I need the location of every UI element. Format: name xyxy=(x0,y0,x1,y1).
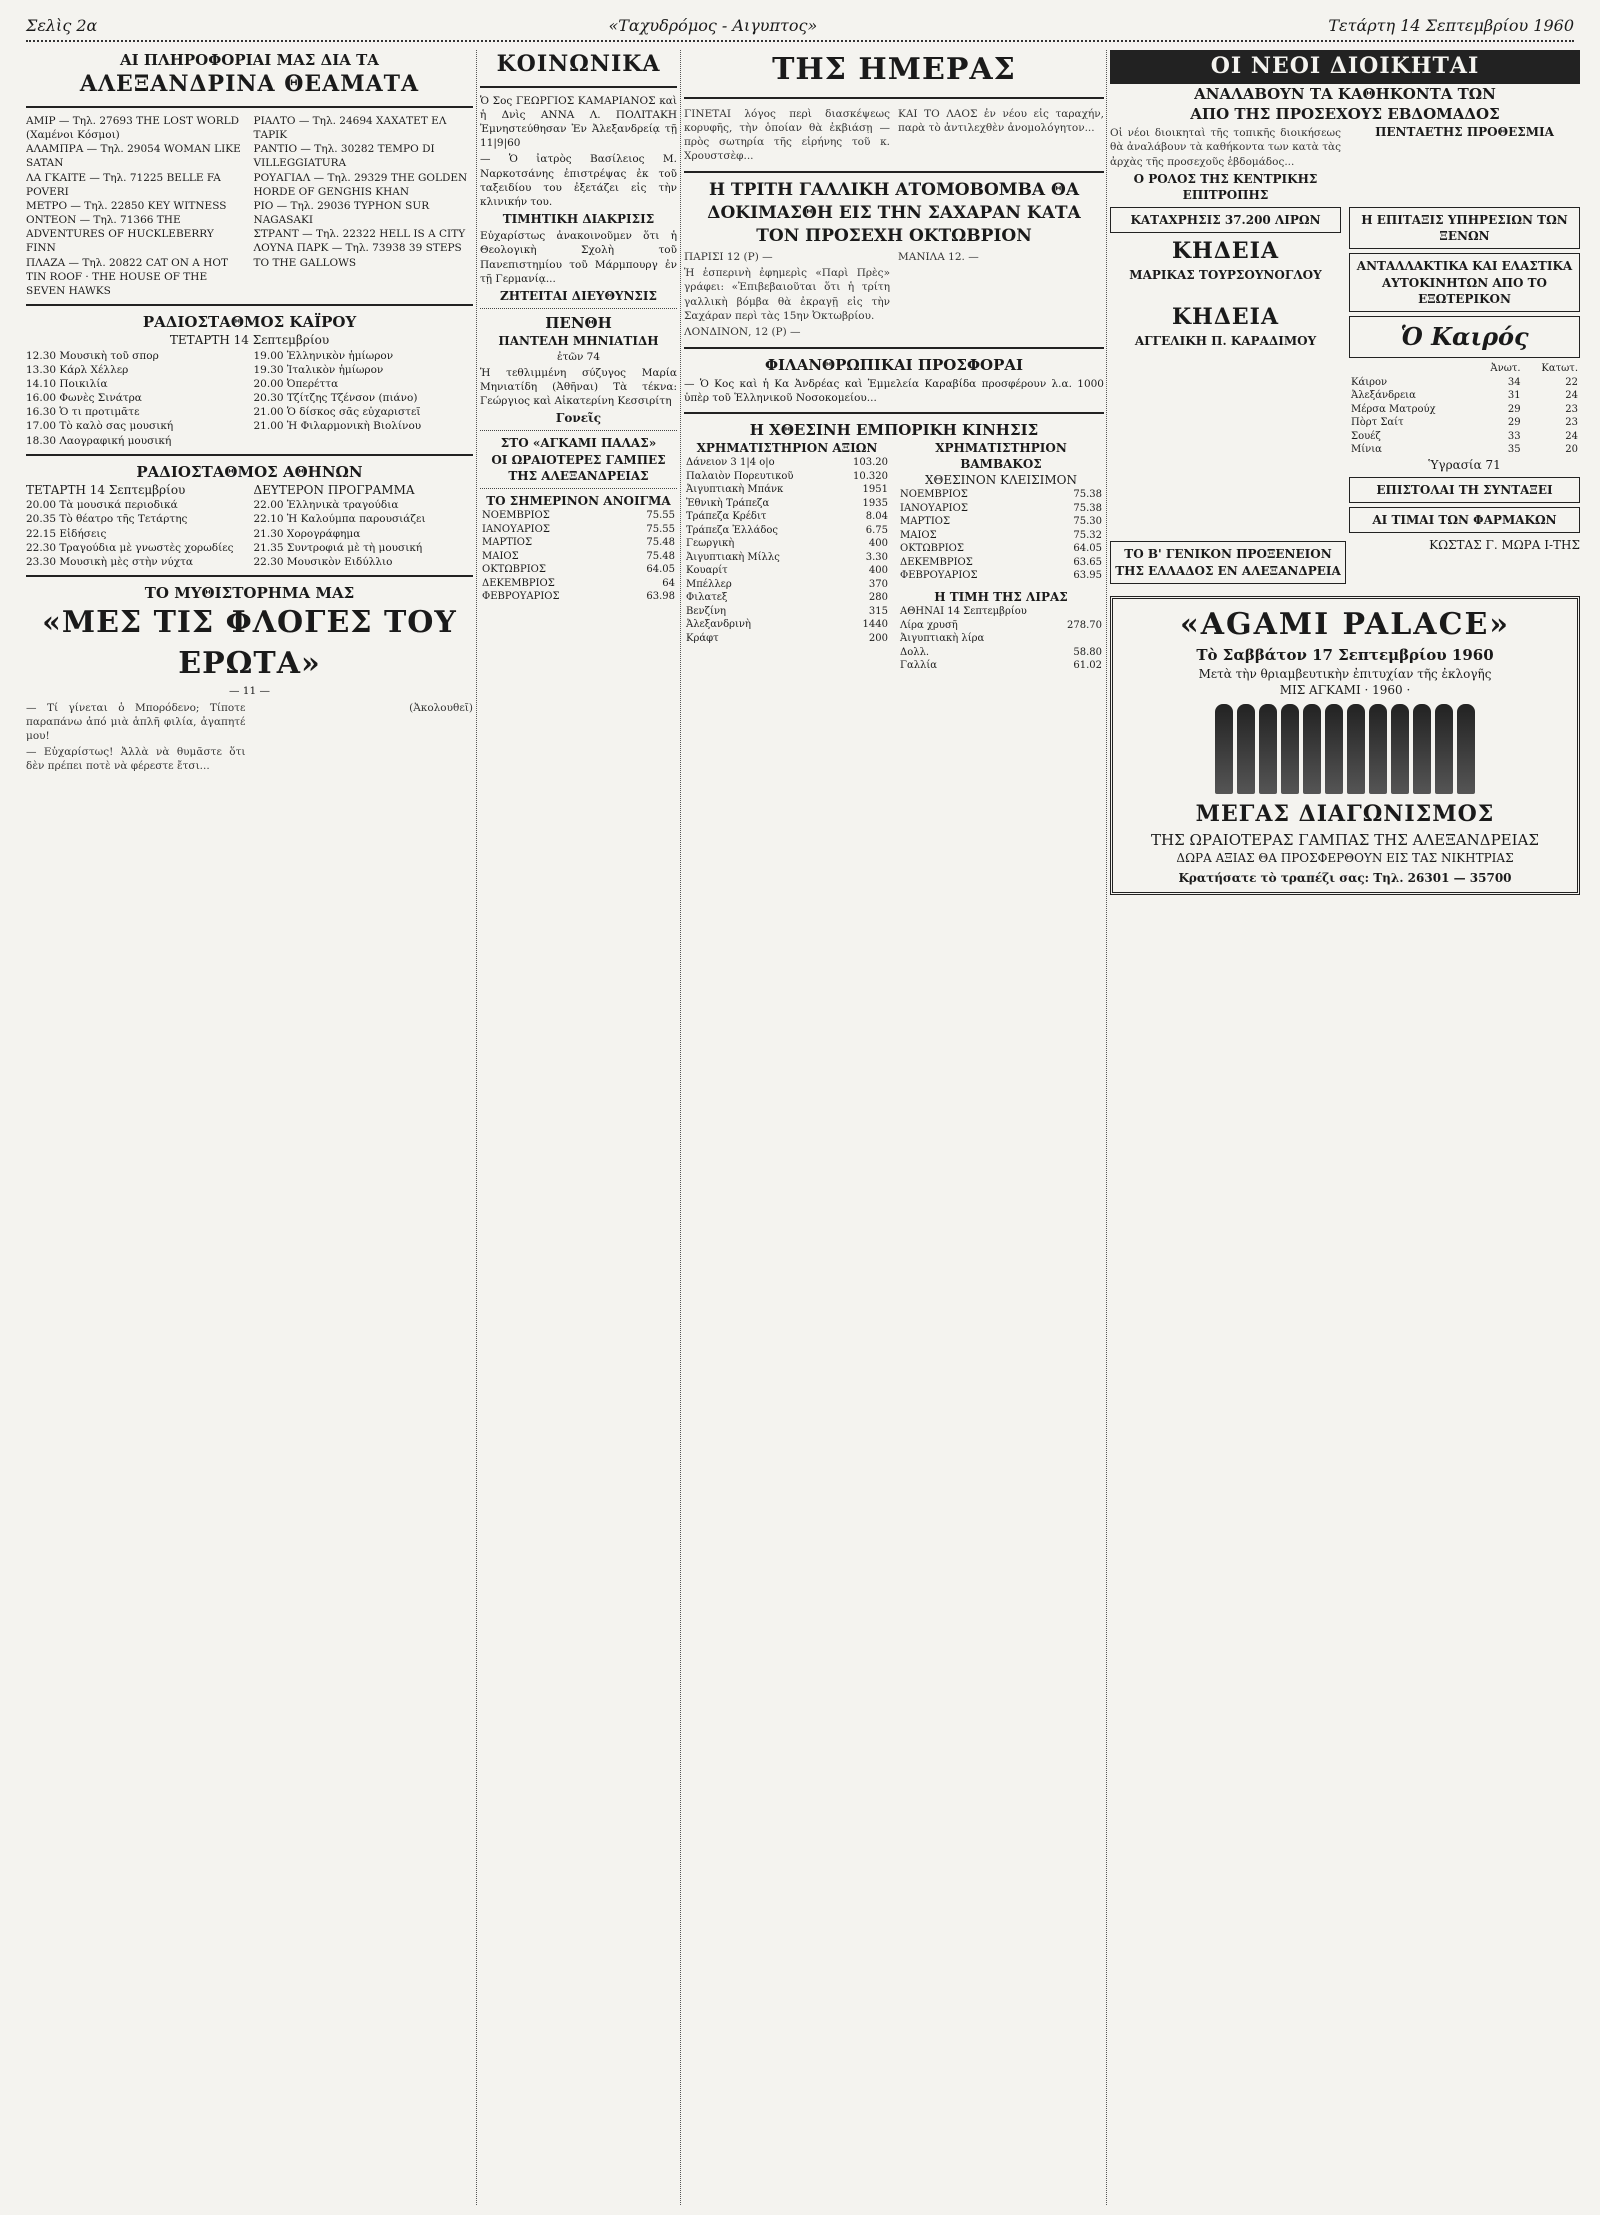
radio-entry: 20.35 Τὸ θέατρο τῆς Τετάρτης xyxy=(26,513,188,526)
table-cell xyxy=(1057,632,1104,646)
market-heading: Η ΧΘΕΣΙΝΗ ΕΜΠΟΡΙΚΗ ΚΙΝΗΣΙΣ xyxy=(749,420,1039,439)
table-row xyxy=(480,577,677,591)
signature: ΚΩΣΤΑΣ Γ. ΜΩΡΑ Ι-ΤΗΣ xyxy=(1429,538,1580,553)
notices-left xyxy=(1110,203,1341,537)
table-cell: ΜΑΙΟΣ xyxy=(482,550,519,562)
cinema-entry: ΡΑΝΤΙΟ — Τηλ. 30282 TEMPO DI VILLEGGIATURA xyxy=(253,143,435,170)
table-cell: 75.32 xyxy=(1073,529,1102,541)
radio-entry: 20.00 Τὰ μουσικά περιοδικά xyxy=(26,499,178,512)
table-cell: Ἀιγυπτιακὴ Μίλλς xyxy=(686,551,780,563)
radio-entry: 20.30 Τζίτζης Τζένσον (πιάνο) xyxy=(253,392,418,405)
column-rule xyxy=(1106,50,1107,2205)
drug-prices-heading: ΑΙ ΤΙΜΑΙ ΤΩΝ ΦΑΡΜΑΚΩΝ xyxy=(1372,513,1557,528)
table-cell: 103.20 xyxy=(853,457,888,469)
five-year-heading: ΠΕΝΤΑΕΤΗΣ ΠΡΟΘΕΣΜΙΑ xyxy=(1375,125,1554,140)
radio-entry: 20.00 Ὀπερέττα xyxy=(253,377,339,390)
shares-block xyxy=(684,440,890,673)
radio-entry: 22.30 Μουσικὸν Ειδύλλιο xyxy=(253,555,393,568)
column-entertainment xyxy=(26,50,473,775)
table-cell: Ἀλεξανδρινὴ xyxy=(686,619,751,631)
table-cell: ΦΕΒΡΟΥΑΡΙΟΣ xyxy=(482,591,560,603)
funeral-name: ΑΓΓΕΛΙΚΗ Π. ΚΑΡΑΔΙΜΟΥ xyxy=(1134,333,1317,348)
table-cell: Σουέζ xyxy=(1351,430,1381,442)
radio-athens-left xyxy=(26,498,246,569)
cotton-subheading: ΧΘΕΣΙΝΟΝ ΚΛΕΙΣΙΜΟΝ xyxy=(925,473,1077,488)
table-row xyxy=(684,497,890,511)
radio-athens-date: ΤΕΤΑΡΤΗ 14 Σεπτεμβρίου xyxy=(26,483,186,498)
foreigners-box xyxy=(1349,207,1580,249)
table-row xyxy=(898,632,1104,646)
entertainment-title: ΑΛΕΞΑΝΔΡΙΝΑ ΘΕΑΜΑΤΑ xyxy=(79,71,420,98)
novel-title: «ΜΕΣ ΤΙΣ ΦΛΟΓΕΣ ΤΟΥ ΕΡΩΤΑ» xyxy=(42,605,457,681)
table-cell: Πὸρτ Σαίτ xyxy=(1351,417,1404,429)
table-row xyxy=(480,523,677,537)
table-cell: Ἀλεξάνδρεια xyxy=(1351,390,1416,402)
table-row xyxy=(898,569,1104,583)
table-cell: ΑΘΗΝΑΙ 14 Σεπτεμβρίου xyxy=(900,606,1027,618)
divider xyxy=(26,575,473,577)
governors-title-3: ΑΠΟ ΤΗΣ ΠΡΟΣΕΧΟΥΣ ΕΒΔΟΜΑΔΟΣ xyxy=(1190,104,1500,123)
novel-body xyxy=(26,699,473,776)
masthead: «Ταχυδρόμος - Αιγυπτος» xyxy=(608,15,818,35)
table-cell: 23 xyxy=(1565,403,1578,415)
table-row xyxy=(684,605,890,619)
news-col-right xyxy=(898,105,1104,166)
table-row xyxy=(684,591,890,605)
radio-athens-left-block xyxy=(26,482,246,569)
cinema-list-right xyxy=(254,114,474,298)
table-cell: Κράφτ xyxy=(686,632,719,644)
table-cell: 400 xyxy=(868,538,888,550)
atom-bomb-headline: Η ΤΡΙΤΗ ΓΑΛΛΙΚΗ ΑΤΟΜΟΒΟΜΒΑ ΘΑ ΔΟΚΙΜΑΣΘΗ ΕΙΣ ΤΗΝ ΣΑΧΑΡΑΝ ΚΑΤΑ ΤΟΝ ΠΡΟΣΕΧΗ ΟΚΤΩΒΡΙΟΝ xyxy=(707,180,1081,247)
table-cell: ΝΟΕΜΒΡΙΟΣ xyxy=(482,510,550,522)
consulate-heading: ΤΟ Β' ΓΕΝΙΚΟΝ ΠΡΟΞΕΝΕΙΟΝ ΤΗΣ ΕΛΛΑΔΟΣ ΕΝ ΑΛΕΞΑΝΔΡΕΙΑ xyxy=(1115,547,1341,578)
ad-date: Τὸ Σαββάτον 17 Σεπτεμβρίου 1960 xyxy=(1196,646,1494,665)
weather-table xyxy=(1349,362,1580,457)
table-cell: 75.55 xyxy=(646,510,675,522)
governors-col-left xyxy=(1110,124,1341,203)
cinema-entry: ΜΕΤΡΟ — Τηλ. 22850 KEY WITNESS xyxy=(26,199,227,212)
table-cell: 200 xyxy=(868,632,888,644)
table-cell: 370 xyxy=(868,578,888,590)
table-row xyxy=(1349,362,1580,376)
table-cell: Κουαρίτ xyxy=(686,565,728,577)
table-cell: 20 xyxy=(1565,444,1578,456)
engagement-notice: Ὁ Σος ΓΕΩΡΓΙΟΣ ΚΑΜΑΡΙΑΝΟΣ καὶ ἡ Δνὶς ΑΝΝΑ Λ. ΠΟΛΙΤΑΚΗ Ἐμνηστεύθησαν Ἐν Ἀλεξανδρείᾳ τῇ 11|9|60 xyxy=(480,94,677,150)
table-cell: Βενζίνη xyxy=(686,605,727,617)
table-row xyxy=(480,509,677,523)
table-cell: 278.70 xyxy=(1067,619,1102,631)
table-cell: 64 xyxy=(662,577,675,589)
cinema-listings xyxy=(26,114,473,298)
news-body xyxy=(684,105,1104,166)
divider xyxy=(480,430,677,431)
table-cell: 61.02 xyxy=(1073,660,1102,672)
table-cell: ΙΑΝΟΥΑΡΙΟΣ xyxy=(900,502,968,514)
table-row xyxy=(480,590,677,604)
radio-entry: 21.00 Ὁ δίσκος σᾶς εὐχαριστεῖ xyxy=(253,406,421,419)
table-row xyxy=(684,564,890,578)
dateline: ΜΑΝΙΛΑ 12. — xyxy=(898,251,979,263)
table-cell: ΦΕΒΡΟΥΑΡΙΟΣ xyxy=(900,570,978,582)
notices-grid xyxy=(1110,203,1580,537)
table-cell: Λίρα χρυσῆ xyxy=(900,619,958,631)
todays-opening-heading: ΤΟ ΣΗΜΕΡΙΝΟΝ ΑΝΟΙΓΜΑ xyxy=(486,494,671,508)
atom-col-right xyxy=(898,248,1104,341)
atom-bomb-body xyxy=(684,248,1104,341)
governors-body xyxy=(1110,124,1580,203)
shares-heading: ΧΡΗΜΑΤΙΣΤΗΡΙΟΝ ΑΞΙΩΝ xyxy=(696,440,878,455)
cinema-entry: ΟΝΤΕΟΝ — Τηλ. 71366 THE ADVENTURES OF HUCKLEBERRY FINN xyxy=(26,214,214,255)
column-social xyxy=(480,50,677,604)
table-row xyxy=(898,515,1104,529)
table-cell: Ἀιγυπτιακὴ Μπάνκ xyxy=(686,484,784,496)
agami-kicker: ΣΤΟ «ΑΓΚΑΜΙ ΠΑΛΑΣ» xyxy=(500,436,657,451)
charity-text: — Ὁ Κος καὶ ἡ Κα Ἀνδρέας καὶ Ἐμμελεία Καραβίδα προσφέρουν λ.α. 1000 ὑπὲρ τοῦ Ἑλληνικοῦ Νοσοκομείου... xyxy=(684,378,1104,405)
charity-heading: ΦΙΛΑΝΘΡΩΠΙΚΑΙ ΠΡΟΣΦΟΡΑΙ xyxy=(764,356,1024,375)
cinema-entry: ΡΙΑΛΤΟ — Τηλ. 24694 ΧΑΧΑΤΕΤ ΕΛ ΤΑΡΙΚ xyxy=(253,114,447,142)
embezzlement-heading: ΚΑΤΑΧΡΗΣΙΣ 37.200 ΛΙΡΩΝ xyxy=(1130,213,1321,228)
table-cell: Ἀνωτ. xyxy=(1490,363,1521,375)
novel-paragraph: — Εὐχαρίστως! Ἀλλὰ νὰ θυμᾶστε ὅτι δὲν πρέπει ποτὲ νὰ φέρεστε ἔτσι... xyxy=(26,746,246,773)
opening-rates-table xyxy=(480,509,677,604)
radio-entry: 22.30 Τραγούδια μὲ γνωστὲς χορωδίες xyxy=(26,541,234,554)
deceased-name: ΠΑΝΤΕΛΗ ΜΗΝΙΑΤΙΔΗ xyxy=(498,334,659,349)
divider xyxy=(684,347,1104,349)
news-paragraph: ΚΑΙ ΤΟ ΛΑΟΣ ἐν νέου εἰς ταραχήν, παρὰ τὸ ἀντιλεχθὲν ἀνομολόγητον... xyxy=(898,107,1104,134)
atom-paragraph: Ἡ ἐσπερινὴ ἐφημερὶς «Παρὶ Πρὲς» γράφει: «Ἐπιβεβαιοῦται ὅτι ἡ τρίτη γαλλικὴ βόμβα θὰ ἐκραγῇ εἰς τὴν Σαχάραν περὶ τὰς 15ην Ὀκτωβρίου. xyxy=(684,267,890,322)
table-cell: Μίνια xyxy=(1351,444,1382,456)
cinema-entry: ΑΜΙΡ — Τηλ. 27693 THE LOST WORLD (Χαμένοι Κόσμοι) xyxy=(26,114,240,142)
table-cell: 35 xyxy=(1507,444,1521,456)
ad-phone: Κρατήσατε τὸ τραπέζι σας: Τηλ. 26301 — 35700 xyxy=(1178,871,1512,886)
cinema-list-left xyxy=(26,114,246,298)
radio-athens-right-block xyxy=(254,482,474,569)
table-cell: 75.38 xyxy=(1073,489,1102,501)
table-cell: 64.05 xyxy=(646,564,675,576)
news-col-left xyxy=(684,105,890,166)
letters-box xyxy=(1349,477,1580,503)
radio-cairo-left xyxy=(26,349,246,448)
table-cell: Γεωργικὴ xyxy=(686,538,735,550)
dateline: ΛΟΝΔΙΝΟΝ, 12 (Ρ) — xyxy=(684,325,801,338)
column-governors xyxy=(1110,50,1580,895)
table-row xyxy=(684,470,890,484)
table-cell: Φιλατεξ xyxy=(686,592,728,604)
table-cell: Γαλλία xyxy=(900,660,938,672)
radio-entry: 16.30 Ὁ τι προτιμᾶτε xyxy=(26,406,140,419)
table-cell: Δάνειον 3 1|4 ο|ο xyxy=(686,457,775,469)
table-cell: 1951 xyxy=(862,484,888,496)
novel-kicker: ΤΟ ΜΥΘΙΣΤΟΡΗΜΑ ΜΑΣ xyxy=(144,584,355,603)
cinema-entry: ΡΟΥΑΓΙΑΛ — Τηλ. 29329 THE GOLDEN HORDE OF GENGHIS KHAN xyxy=(253,171,468,198)
table-row xyxy=(684,456,890,470)
governors-col-right xyxy=(1349,124,1580,203)
table-row xyxy=(684,551,890,565)
cinema-entry: ΑΛΑΜΠΡΑ — Τηλ. 29054 WOMAN LIKE SATAN xyxy=(26,143,241,170)
market-tables xyxy=(684,440,1104,673)
cinema-entry: ΠΛΑΖΑ — Τηλ. 20822 CAT ON A HOT TIN ROOF · THE HOUSE OF THE SEVEN HAWKS xyxy=(26,256,228,297)
column-rule xyxy=(680,50,681,2205)
legs-illustration xyxy=(1119,704,1571,794)
pound-table xyxy=(898,605,1104,673)
divider xyxy=(480,86,677,88)
governors-title-2: ΑΝΑΛΑΒΟΥΝ ΤΑ ΚΑΘΗΚΟΝΤΑ ΤΩΝ xyxy=(1194,84,1496,103)
ad-title: «AGAMI PALACE» xyxy=(1179,606,1511,642)
table-cell: Ἀιγυπτιακὴ λίρα xyxy=(900,633,985,645)
weather-heading: Ὁ Καιρός xyxy=(1349,316,1580,358)
table-row xyxy=(684,510,890,524)
funeral-heading: ΚΗΔΕΙΑ xyxy=(1171,304,1280,331)
table-cell: Κάιρον xyxy=(1351,376,1388,388)
consulate-box xyxy=(1110,541,1346,583)
cinema-entry: ΛΑ ΓΚΑΙΤΕ — Τηλ. 71225 BELLE FA POVERI xyxy=(26,171,221,198)
radio-entry: 18.30 Λαογραφική μουσική xyxy=(26,434,172,447)
table-row xyxy=(480,536,677,550)
table-cell: Παλαιὸν Πορευτικοῦ xyxy=(686,470,794,482)
radio-entry: 22.00 Ἑλληνικὰ τραγούδια xyxy=(253,499,399,512)
table-row xyxy=(1349,443,1580,457)
table-cell: 10.320 xyxy=(853,470,888,482)
table-row xyxy=(480,563,677,577)
novel-col-left xyxy=(26,699,246,776)
table-row xyxy=(1349,376,1580,390)
page-number: Σελὶς 2α xyxy=(26,15,98,35)
pound-heading: Η ΤΙΜΗ ΤΗΣ ΛΙΡΑΣ xyxy=(934,589,1068,604)
letters-heading: ΕΠΙΣΤΟΛΑΙ ΤΗ ΣΥΝΤΑΞΕΙ xyxy=(1376,483,1553,498)
parents-heading: Γονεῖς xyxy=(555,411,602,426)
table-row xyxy=(898,646,1104,660)
divider xyxy=(684,412,1104,414)
entertainment-kicker: ΑΙ ΠΛΗΡΟΦΟΡΙΑΙ ΜΑΣ ΔΙΑ ΤΑ xyxy=(120,51,379,69)
table-cell: ΙΑΝΟΥΑΡΙΟΣ xyxy=(482,523,550,535)
cotton-heading: ΧΡΗΜΑΤΙΣΤΗΡΙΟΝ ΒΑΜΒΑΚΟΣ xyxy=(935,440,1067,472)
table-row xyxy=(480,550,677,564)
table-row xyxy=(898,605,1104,619)
table-cell: Τράπεζα Ἐλλάδος xyxy=(686,524,779,536)
radio-athens-schedule xyxy=(26,482,473,569)
radio-entry: 21.00 Ἡ Φιλαρμονικὴ Βιολίνου xyxy=(253,420,422,433)
radio-entry: 22.10 Ἡ Καλούμπα παρουσιάζει xyxy=(253,513,426,526)
radio-entry: 21.35 Συντροφιά μὲ τὴ μουσική xyxy=(253,541,423,554)
table-cell: 58.80 xyxy=(1073,646,1102,658)
divider xyxy=(684,97,1104,99)
cinema-entry: ΣΤΡΑΝΤ — Τηλ. 22322 HELL IS A CITY xyxy=(253,228,466,241)
table-cell: 22 xyxy=(1565,376,1578,388)
radio-cairo-date: ΤΕΤΑΡΤΗ 14 Σεπτεμβρίου xyxy=(169,333,330,348)
ad-contest-2: ΤΗΣ ΩΡΑΙΟΤΕΡΑΣ ΓΑΜΠΑΣ ΤΗΣ ΑΛΕΞΑΝΔΡΕΙΑΣ xyxy=(1150,830,1539,849)
novel-continues: (Ἀκολουθεῖ) xyxy=(409,701,473,714)
governors-title: ΟΙ ΝΕΟΙ ΔΙΟΙΚΗΤΑΙ xyxy=(1110,50,1580,84)
table-cell: 75.38 xyxy=(1073,502,1102,514)
column-rule xyxy=(476,50,477,2205)
table-row xyxy=(1349,403,1580,417)
divider xyxy=(26,106,473,108)
page-header xyxy=(26,10,1574,42)
spare-parts-box xyxy=(1349,253,1580,312)
table-row xyxy=(684,578,890,592)
radio-cairo-right xyxy=(254,349,474,448)
foreigners-heading: Η ΕΠΙΤΑΞΙΣ ΥΠΗΡΕΣΙΩΝ ΤΩΝ ΞΕΝΩΝ xyxy=(1361,213,1568,244)
dateline: ΠΑΡΙΣΙ 12 (Ρ) — xyxy=(684,251,773,263)
table-cell: 31 xyxy=(1507,390,1521,402)
table-cell: ΔΕΚΕΜΒΡΙΟΣ xyxy=(900,556,973,568)
ad-contest: ΜΕΓΑΣ ΔΙΑΓΩΝΙΣΜΟΣ xyxy=(1195,800,1495,827)
table-row xyxy=(684,537,890,551)
table-row xyxy=(684,618,890,632)
table-cell: 29 xyxy=(1507,417,1521,429)
radio-athens-title: ΡΑΔΙΟΣΤΑΘΜΟΣ ΑΘΗΝΩΝ xyxy=(136,462,363,481)
bottom-notices xyxy=(1110,537,1580,587)
novel-col-right xyxy=(254,699,474,776)
radio-entry: 23.30 Μουσικὴ μὲς στὴν νύχτα xyxy=(26,555,194,568)
column-news xyxy=(684,50,1104,673)
radio-entry: 22.15 Εἰδήσεις xyxy=(26,527,107,540)
table-cell: Δολλ. xyxy=(900,646,930,658)
ad-miss: ΜΙΣ ΑΓΚΑΜΙ · 1960 · xyxy=(1279,682,1411,697)
table-row xyxy=(1349,389,1580,403)
table-row xyxy=(898,488,1104,502)
notices-right xyxy=(1349,203,1580,537)
table-row xyxy=(898,556,1104,570)
table-row xyxy=(684,524,890,538)
table-cell: ΜΑΡΤΙΟΣ xyxy=(900,516,951,528)
table-cell: 23 xyxy=(1565,417,1578,429)
governors-paragraph: Οἱ νέοι διοικηταὶ τῆς τοπικῆς διοικήσεως θὰ ἀναλάβουν τὰ καθήκοντα των κατὰ τὰς ἀρχὰς τῆς προσεχοῦς ἑβδομάδος... xyxy=(1110,127,1341,168)
shares-table xyxy=(684,456,890,645)
table-cell: ΟΚΤΩΒΡΙΟΣ xyxy=(900,543,964,555)
radio-entry: 19.00 Ἑλληνικὸν ἡμίωρον xyxy=(253,349,394,362)
table-cell: 315 xyxy=(868,605,888,617)
radio-entry: 17.00 Τὸ καλὸ σας μουσική xyxy=(26,420,174,433)
table-cell: 33 xyxy=(1507,430,1521,442)
table-cell: 3.30 xyxy=(865,551,888,563)
radio-cairo-title: ΡΑΔΙΟΣΤΑΘΜΟΣ ΚΑΪΡΟΥ xyxy=(142,313,357,332)
cotton-block xyxy=(898,440,1104,673)
table-cell: ΝΟΕΜΒΡΙΟΣ xyxy=(900,489,968,501)
spare-parts-heading: ΑΝΤΑΛΛΑΚΤΙΚΑ ΚΑΙ ΕΛΑΣΤΙΚΑ ΑΥΤΟΚΙΝΗΤΩΝ ΑΠΟ ΤΟ ΕΞΩΤΕΡΙΚΟΝ xyxy=(1356,259,1573,306)
table-cell: ΔΕΚΕΜΒΡΙΟΣ xyxy=(482,577,555,589)
family-list: Ἡ τεθλιμμένη σύζυγος Μαρία Μηνιατίδη (Ἀθῆναι) Τὰ τέκνα: Γεώργιος καὶ Αἰκατερίνη Κεσσιρίτη xyxy=(480,366,677,408)
table-row xyxy=(1349,416,1580,430)
divider xyxy=(684,171,1104,173)
central-committee-heading: Ο ΡΟΛΟΣ ΤΗΣ ΚΕΝΤΡΙΚΗΣ ΕΠΙΤΡΟΠΗΣ xyxy=(1133,171,1318,202)
table-cell: Κατωτ. xyxy=(1541,363,1578,375)
table-cell: 63.65 xyxy=(1073,556,1102,568)
table-cell: 8.04 xyxy=(865,511,888,523)
table-cell xyxy=(1349,362,1474,376)
radio-entry: 21.30 Χορογράφημα xyxy=(253,527,361,540)
table-row xyxy=(898,529,1104,543)
issue-date: Τετάρτη 14 Σεπτεμβρίου 1960 xyxy=(1328,15,1574,35)
table-cell: 63.95 xyxy=(1073,570,1102,582)
table-cell: 75.48 xyxy=(646,537,675,549)
table-cell: ΜΑΡΤΙΟΣ xyxy=(482,537,533,549)
radio-entry: 16.00 Φωνὲς Σινάτρα xyxy=(26,392,142,405)
radio-entry: 12.30 Μουσικὴ τοῦ σπορ xyxy=(26,349,159,362)
table-cell: 280 xyxy=(868,592,888,604)
table-cell: 1440 xyxy=(862,619,888,631)
table-cell: 64.05 xyxy=(1073,543,1102,555)
table-cell: Ἐθνικὴ Τράπεζα xyxy=(686,497,770,509)
cinema-entry: ΛΟΥΝΑ ΠΑΡΚ — Τηλ. 73938 39 STEPS TO THE GALLOWS xyxy=(253,242,462,269)
radio-cairo-schedule xyxy=(26,349,473,448)
humidity: Ὑγρασία 71 xyxy=(1428,457,1501,472)
drug-prices-box xyxy=(1349,507,1580,533)
table-cell: 29 xyxy=(1507,403,1521,415)
ad-line: Μετὰ τὴν θριαμβευτικὴν ἐπιτυχίαν τῆς ἐκλογῆς xyxy=(1198,666,1492,681)
divider xyxy=(480,488,677,489)
divider xyxy=(26,454,473,456)
radio-entry: 19.30 Ἰταλικὸν ἡμίωρον xyxy=(253,363,384,376)
cinema-entry: ΡΙΟ — Τηλ. 29036 TYPHON SUR NAGASAKI xyxy=(253,199,430,227)
table-cell: 24 xyxy=(1565,430,1578,442)
funeral-heading: ΚΗΔΕΙΑ xyxy=(1171,238,1280,265)
embezzlement-box xyxy=(1110,207,1341,233)
radio-athens-second-program: ΔΕΥΤΕΡΟΝ ΠΡΟΓΡΑΜΜΑ xyxy=(253,483,415,498)
table-cell: Μπέλλερ xyxy=(686,578,732,590)
table-cell: Μέρσα Ματρούχ xyxy=(1351,403,1436,415)
honor-text: Εὐχαρίστως ἀνακοινοῦμεν ὅτι ἡ Θεολογικὴ Σχολὴ τοῦ Πανεπιστημίου τοῦ Μάρμπουργ ἐν τῇ Γερμανίᾳ... xyxy=(480,230,677,285)
address-wanted-heading: ΖΗΤΕΙΤΑΙ ΔΙΕΥΘΥΝΣΙΣ xyxy=(499,288,658,303)
table-cell: 63.98 xyxy=(646,591,675,603)
radio-entry: 13.30 Κάρλ Χέλλερ xyxy=(26,363,129,376)
news-paragraph: ΓΙΝΕΤΑΙ λόγος περὶ διασκέψεως κορυφῆς, τὴν ὁποίαν θὰ ἐκβιάσῃ — πρὸς σωτηρία τῆς εἰρήνης τοῦ κ. Χρουστσὲφ... xyxy=(684,107,890,163)
legs-contest-heading: ΟΙ ΩΡΑΙΟΤΕΡΕΣ ΓΑΜΠΕΣ ΤΗΣ ΑΛΕΞΑΝΔΡΕΙΑΣ xyxy=(491,452,666,483)
table-cell xyxy=(1057,605,1104,619)
table-cell: 75.48 xyxy=(646,550,675,562)
doctor-notice: — Ὁ ἰατρὸς Βασίλειος Μ. Ναρκοτσάνης ἐπιστρέψας ἐκ τοῦ ταξειδίου του ἐξετάζει εἰς τὴν κλινικήν του. xyxy=(480,153,677,208)
novel-chapter: — 11 — xyxy=(228,685,271,698)
table-cell: 75.55 xyxy=(646,523,675,535)
table-cell: ΜΑΙΟΣ xyxy=(900,529,937,541)
deceased-age: ἐτῶν 74 xyxy=(556,350,601,363)
radio-athens-right xyxy=(254,498,474,569)
social-title: ΚΟΙΝΩΝΙΚΑ xyxy=(496,51,661,77)
table-cell: 1935 xyxy=(862,497,888,509)
mourning-heading: ΠΕΝΘΗ xyxy=(545,314,612,333)
table-row xyxy=(898,542,1104,556)
table-row xyxy=(898,619,1104,633)
table-row xyxy=(898,659,1104,673)
table-row xyxy=(1349,430,1580,444)
table-cell: 24 xyxy=(1565,390,1578,402)
news-title: ΤΗΣ ΗΜΕΡΑΣ xyxy=(772,52,1016,87)
atom-col-left xyxy=(684,248,890,341)
table-row xyxy=(898,502,1104,516)
funeral-name: ΜΑΡΙΚΑΣ ΤΟΥΡΣΟΥΝΟΓΛΟΥ xyxy=(1129,267,1322,282)
table-cell: Τράπεζα Κρέδιτ xyxy=(686,511,767,523)
table-row xyxy=(684,483,890,497)
table-cell: 75.30 xyxy=(1073,516,1102,528)
table-cell: ΟΚΤΩΒΡΙΟΣ xyxy=(482,564,546,576)
table-row xyxy=(684,632,890,646)
agami-palace-ad xyxy=(1110,596,1580,895)
radio-entry: 14.10 Ποικιλία xyxy=(26,377,108,390)
divider xyxy=(480,308,677,309)
cotton-table xyxy=(898,488,1104,583)
table-cell: 400 xyxy=(868,565,888,577)
table-cell: 6.75 xyxy=(865,524,888,536)
ad-prizes: ΔΩΡΑ ΑΞΙΑΣ ΘΑ ΠΡΟΣΦΕΡΘΟΥΝ ΕΙΣ ΤΑΣ ΝΙΚΗΤΡΙΑΣ xyxy=(1176,850,1514,865)
honor-heading: ΤΙΜΗΤΙΚΗ ΔΙΑΚΡΙΣΙΣ xyxy=(502,212,655,227)
novel-paragraph: — Τί γίνεται ὁ Μπορόδενο; Τίποτε παραπάνω ἀπό μιὰ ἁπλῆ φιλία, ἀγαπητέ μου! xyxy=(26,701,246,742)
divider xyxy=(26,304,473,306)
table-cell: 34 xyxy=(1507,376,1521,388)
